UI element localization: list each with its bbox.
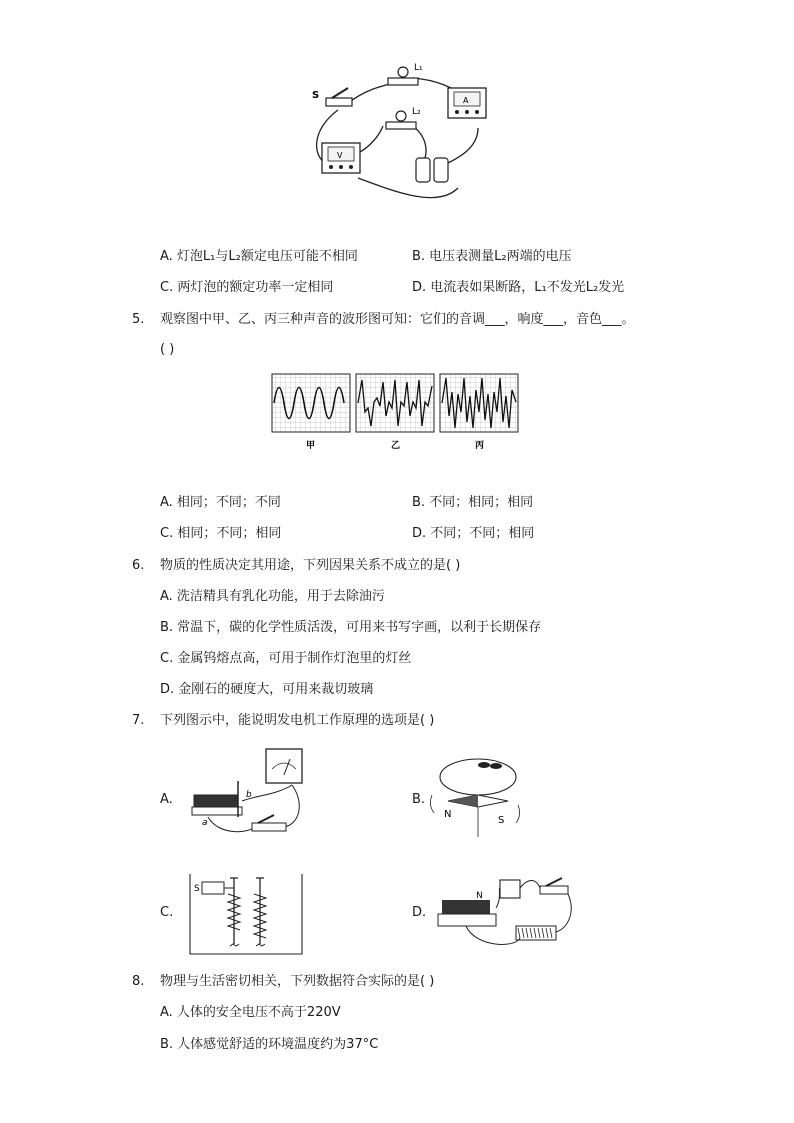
- switch-s-label: S: [312, 90, 320, 101]
- q5-option-b: B. 不同；相同；相同: [412, 495, 534, 510]
- lamp-l1: [398, 67, 408, 77]
- q7-figure-d-svg: [436, 868, 578, 958]
- q7-figure-c: [186, 868, 306, 958]
- q7-figure-a: [188, 745, 312, 845]
- q6-option-d: D. 金刚石的硬度大，可用来裁切玻璃: [160, 682, 374, 697]
- switch-base: [326, 98, 352, 106]
- q7-figure-a-svg: [188, 745, 312, 845]
- q8-number: 8.: [132, 974, 145, 989]
- wire-loop: [440, 759, 516, 795]
- magnet-d: [442, 900, 490, 914]
- wave-label-2: 乙: [391, 441, 401, 451]
- wire-a-label: a: [202, 818, 208, 828]
- q7-option-a-label: A.: [160, 792, 173, 807]
- switch-c-label: S: [194, 884, 200, 894]
- magnet-n-label: N: [476, 891, 483, 901]
- q7-option-c-label: C.: [160, 905, 174, 920]
- q5-option-c: C. 相同；不同；相同: [160, 526, 282, 541]
- q5-stem: 观察图中甲、乙、丙三种声音的波形图可知：它们的音调___，响度___，音色___。: [160, 312, 635, 327]
- q4-circuit-svg: [308, 58, 498, 218]
- wave-label-3: 丙: [475, 441, 485, 451]
- q4-option-d: D. 电流表如果断路，L₁不发光L₂发光: [412, 280, 625, 295]
- q4-option-b: B. 电压表测量L₂两端的电压: [412, 249, 572, 264]
- ammeter-symbol: A: [463, 96, 469, 105]
- q4-option-c: C. 两灯泡的额定功率一定相同: [160, 280, 334, 295]
- l1-label: L₁: [414, 63, 423, 73]
- q5-option-a: A. 相同；不同；不同: [160, 495, 281, 510]
- q6-number: 6.: [132, 558, 145, 573]
- q5-waveform-svg: [270, 372, 520, 452]
- wire-b-label: b: [246, 790, 252, 800]
- q7-figure-b: [428, 755, 528, 843]
- q7-figure-b-svg: [428, 755, 528, 843]
- q8-option-b: B. 人体感觉舒适的环境温度约为37°C: [160, 1037, 379, 1052]
- switch-d: [540, 886, 568, 894]
- q5-number: 5.: [132, 312, 145, 327]
- q6-option-c: C. 金属钨熔点高，可用于制作灯泡里的灯丝: [160, 651, 412, 666]
- lamp-l2: [396, 111, 406, 121]
- q8-option-a: A. 人体的安全电压不高于220V: [160, 1005, 341, 1020]
- voltmeter-symbol: V: [337, 151, 343, 160]
- q7-figure-d: [436, 868, 578, 958]
- battery-d: [500, 880, 520, 898]
- q7-number: 7.: [132, 713, 145, 728]
- q7-stem: 下列图示中，能说明发电机工作原理的选项是( ): [160, 713, 435, 728]
- galvanometer: [266, 749, 302, 783]
- magnet: [194, 795, 238, 807]
- l2-label: L₂: [412, 107, 421, 117]
- q4-circuit-figure: [308, 58, 498, 218]
- q5-paren: ( ): [160, 342, 175, 357]
- battery-1: [416, 158, 430, 182]
- switch-a: [252, 823, 286, 831]
- q4-option-a: A. 灯泡L₁与L₂额定电压可能不相同: [160, 249, 358, 264]
- q7-option-b-label: B.: [412, 792, 426, 807]
- needle-n-label: N: [444, 809, 452, 820]
- q7-figure-c-svg: [186, 868, 306, 958]
- q6-stem: 物质的性质决定其用途，下列因果关系不成立的是( ): [160, 558, 461, 573]
- q5-option-d: D. 不同；不同；相同: [412, 526, 535, 541]
- q5-waveform-figure: [270, 372, 520, 452]
- q6-option-b: B. 常温下，碳的化学性质活泼，可用来书写字画，以利于长期保存: [160, 620, 542, 635]
- q7-option-d-label: D.: [412, 905, 427, 920]
- switch-c: [202, 882, 224, 894]
- battery-2: [434, 158, 448, 182]
- wave-label-1: 甲: [306, 441, 316, 451]
- needle-s-label: S: [498, 815, 505, 826]
- q8-stem: 物理与生活密切相关，下列数据符合实际的是( ): [160, 974, 435, 989]
- q6-option-a: A. 洗洁精具有乳化功能，用于去除油污: [160, 589, 385, 604]
